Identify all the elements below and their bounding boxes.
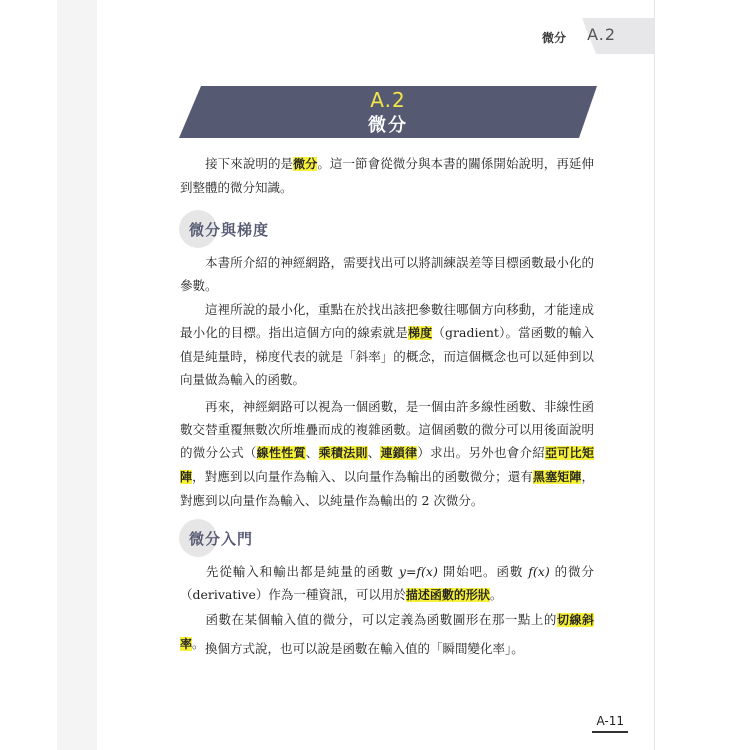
- paragraph: 換個方式說，也可以說是函數在輸入值的「瞬間變化率」。: [205, 641, 524, 656]
- header-section-number: A.2: [587, 25, 616, 44]
- highlight-term: 乘積法則: [318, 446, 368, 460]
- highlight-term: 亞可比矩陣: [180, 446, 594, 484]
- page-number-underline: [592, 731, 628, 733]
- highlight-term: 描述函數的形狀: [405, 588, 490, 602]
- highlight-term: 線性性質: [256, 446, 306, 460]
- highlight-term: 黑塞矩陣: [532, 470, 582, 484]
- highlight-term: 微分: [293, 157, 318, 171]
- banner-title: 微分: [368, 115, 408, 136]
- highlight-term: 切線斜率: [180, 613, 594, 651]
- intro-paragraph: 接下來說明的是微分。這一節會從微分與本書的關係開始說明，再延伸到整體的微分知識。: [180, 156, 594, 195]
- header-section-name: 微分: [541, 31, 566, 45]
- formula: f(x): [528, 564, 550, 579]
- highlight-term: 梯度: [408, 326, 433, 340]
- paragraph: 本書所介紹的神經網路，需要找出可以將訓練誤差等目標函數最小化的參數。: [180, 255, 594, 293]
- page-number: A-11: [596, 714, 624, 728]
- highlight-term: 連鎖律: [380, 446, 418, 460]
- paragraph: 先從輸入和輸出都是純量的函數 y=f(x) 開始吧。函數 f(x) 的微分（derivative）作為一種資訊，可以用於描述函數的形狀。: [180, 564, 594, 602]
- formula: y=f(x): [398, 564, 438, 579]
- paragraph: 再來，神經網路可以視為一個函數，是一個由許多線性函數、非線性函數交替重覆無數次所堆疊而成的複雜函數。這個函數的微分可以用後面說明的微分公式（線性性質、乘積法則、連鎖律）求出。另外也會介紹亞可比矩陣，對應到以向量作為輸入、以向量作為輸出的函數微分；還有黑塞矩陣，對應到以向量作為輸入、以純量作為輸出的 2 次微分。: [180, 399, 594, 508]
- subheading-text: 微分與梯度: [189, 221, 270, 239]
- banner-number: A.2: [370, 88, 406, 112]
- subheading-text: 微分入門: [189, 530, 254, 548]
- paragraph: 這裡所說的最小化，重點在於找出該把參數往哪個方向移動，才能達成最小化的目標。指出這個方向的線索就是梯度（gradient）。當函數的輸入值是純量時，梯度代表的就是「斜率」的概念，而這個概念也可以延伸到以向量做為輸入的函數。: [180, 302, 594, 387]
- paragraph: 函數在某個輸入值的微分，可以定義為函數圖形在那一點上的切線斜率。: [180, 612, 594, 651]
- section-banner: [179, 86, 597, 138]
- book-page: [96, 0, 655, 750]
